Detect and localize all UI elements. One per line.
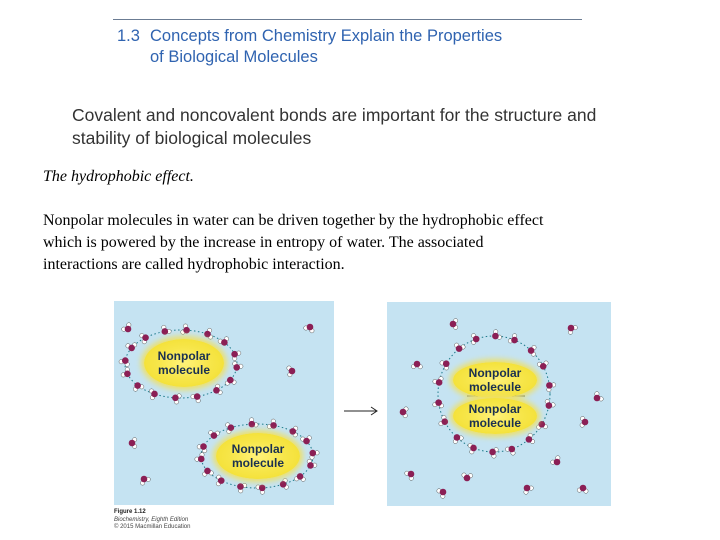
water-molecule — [287, 366, 296, 377]
water-molecule — [294, 473, 305, 481]
water-molecule — [119, 357, 129, 366]
water-molecule — [439, 415, 448, 425]
water-molecule — [307, 459, 317, 469]
water-molecule — [453, 434, 463, 443]
subheading — [72, 104, 672, 150]
water-molecule — [433, 377, 443, 386]
water-molecule — [508, 334, 518, 344]
water-molecule — [537, 361, 548, 370]
figure-copyright: © 2015 Macmillan Education — [114, 524, 191, 530]
water-molecule — [524, 485, 534, 495]
water-molecule — [226, 423, 235, 434]
water-molecule — [249, 418, 259, 428]
water-molecule — [471, 334, 479, 345]
water-molecule — [400, 407, 409, 418]
water-molecule — [405, 471, 415, 481]
water-molecule — [468, 443, 477, 454]
right-arrow-icon — [344, 405, 380, 417]
water-molecule — [411, 361, 422, 369]
water-molecule — [462, 473, 473, 481]
water-molecule — [149, 389, 158, 400]
water-molecule — [454, 343, 465, 352]
water-molecule — [528, 345, 536, 356]
water-molecule — [140, 476, 150, 486]
water-molecule — [197, 443, 207, 453]
water-panel-right — [387, 302, 611, 506]
water-molecule — [218, 337, 229, 346]
water-molecule — [551, 456, 561, 466]
water-molecule — [203, 468, 214, 477]
water-molecule — [267, 419, 277, 429]
section-number: 1.3 — [117, 27, 140, 45]
water-molecule — [133, 382, 144, 391]
water-molecule — [122, 323, 132, 333]
water-molecule — [301, 436, 312, 445]
body-paragraph — [43, 210, 643, 276]
water-molecule — [546, 382, 556, 392]
water-cage-left — [114, 301, 334, 505]
water-molecule — [437, 489, 447, 499]
water-molecule — [233, 362, 243, 371]
section-rule — [113, 19, 582, 20]
section-title-line1: Concepts from Chemistry Explain the Properties — [150, 27, 503, 45]
water-molecule — [568, 325, 578, 335]
water-molecule — [505, 446, 515, 456]
water-molecule — [121, 367, 131, 377]
water-molecule — [545, 399, 555, 408]
figure-label: Figure 1.12 — [114, 509, 146, 515]
water-molecule — [140, 333, 149, 344]
water-molecule — [304, 324, 314, 333]
water-molecule — [526, 433, 535, 444]
water-molecule — [289, 426, 297, 437]
water-molecule — [209, 431, 220, 439]
water-molecule — [129, 438, 137, 449]
section-heading — [117, 26, 577, 68]
water-molecule — [580, 416, 588, 427]
water-molecule — [309, 450, 319, 460]
water-molecule — [225, 377, 236, 386]
nonpolar-molecule-top: Nonpolar molecule — [144, 339, 224, 387]
water-molecule — [204, 328, 213, 339]
hydrophobic-figure — [112, 300, 612, 540]
water-molecule — [489, 448, 498, 459]
figure-credit — [114, 509, 190, 532]
section-title-line2: of Biological Molecules — [150, 48, 318, 66]
water-molecule — [237, 483, 247, 493]
water-molecule — [577, 485, 588, 494]
water-molecule — [162, 325, 172, 335]
water-molecule — [492, 330, 501, 340]
water-molecule — [191, 393, 201, 403]
water-molecule — [126, 343, 137, 352]
water-molecule — [450, 319, 458, 330]
water-molecule — [231, 351, 241, 361]
water-molecule — [440, 360, 450, 370]
nonpolar-molecule-lower: Nonpolar molecule — [453, 398, 537, 434]
body-line3: interactions are called hydrophobic interaction. — [43, 256, 345, 273]
water-molecule — [216, 475, 224, 486]
subheading-line2: stability of biological molecules — [72, 128, 312, 148]
water-molecule — [594, 392, 604, 402]
water-molecule — [433, 399, 444, 408]
water-molecule — [172, 394, 181, 404]
nonpolar-molecule-bottom: Nonpolar molecule — [216, 433, 300, 479]
water-molecule — [537, 421, 548, 429]
water-panel-left — [114, 301, 334, 505]
water-molecule — [256, 485, 266, 495]
water-molecule — [181, 324, 190, 334]
water-molecule — [195, 453, 205, 463]
nonpolar-molecule-upper: Nonpolar molecule — [453, 362, 537, 398]
water-molecule — [280, 478, 289, 489]
body-line2: which is powered by the increase in entropy of water. The associated — [43, 234, 484, 251]
body-line1: Nonpolar molecules in water can be driven together by the hydrophobic effect — [43, 212, 544, 229]
subheading-line1: Covalent and noncovalent bonds are important for the structure and — [72, 105, 597, 125]
water-molecule — [213, 384, 222, 395]
figure-book: Biochemistry, Eighth Edition — [114, 516, 189, 523]
figure-caption: The hydrophobic effect. — [43, 168, 194, 185]
